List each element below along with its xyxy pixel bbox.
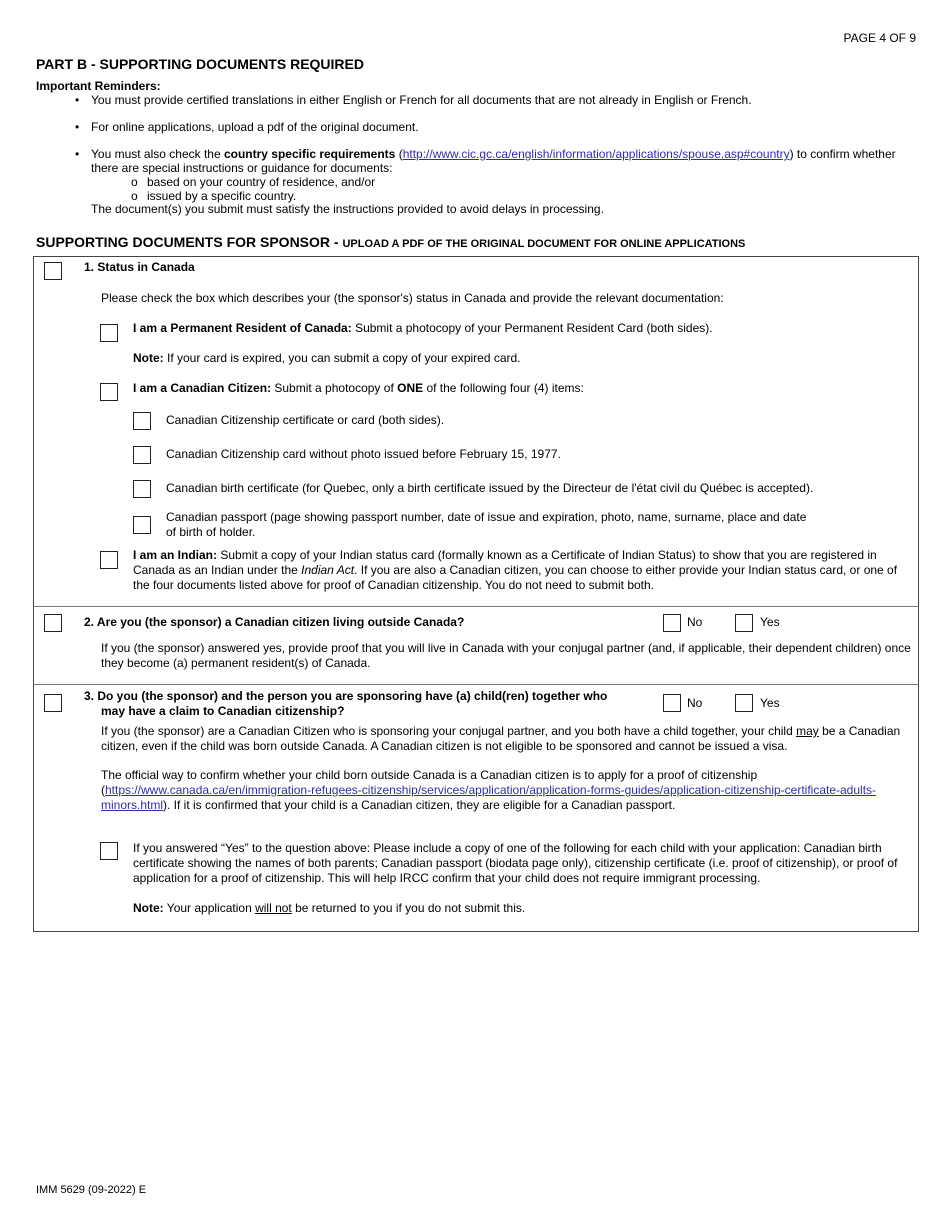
q3-paragraph-1: If you (the sponsor) are a Canadian Citizen who is sponsoring your conjugal partner, and you both have a child together, your child may be a Canadian citizen, even if the child was born outside Canada. A Canadian citizen is not eligible to be sponsored and cannot be issued a visa. — [101, 724, 901, 753]
citizenship-proof-link[interactable]: https://www.canada.ca/en/immigration-refugees-citizenship/services/application/application-forms-guides/application-citizenship-certificate-adults-minors.html — [101, 783, 877, 812]
form-footer: IMM 5629 (09-2022) E — [36, 1184, 147, 1196]
section-title: SUPPORTING DOCUMENTS FOR SPONSOR - UPLOAD A PDF OF THE ORIGINAL DOCUMENT FOR ONLINE APPLICATIONS — [36, 234, 746, 250]
q3-paragraph-2: The official way to confirm whether your child born outside Canada is a Canadian citizen is to apply for a proof of citizenship (https://www.canada.ca/en/immigration-refugees-citizenship/services/application/application-forms-guides/application-citizenship-certificate-adults-minors.html). If it is confirmed that your child is a Canadian citizen, they are eligible for a Canadian passport. — [101, 768, 877, 812]
birth-certificate-checkbox[interactable] — [133, 480, 151, 498]
q1-checkbox[interactable] — [44, 262, 62, 280]
q2-checkbox[interactable] — [44, 614, 62, 632]
q3-yes-label: Yes — [760, 696, 780, 710]
q3-yes-checkbox[interactable] — [735, 694, 753, 712]
pr-note: Note: If your card is expired, you can submit a copy of your expired card. — [133, 351, 521, 365]
citizen-checkbox[interactable] — [100, 383, 118, 401]
q3-children-checkbox[interactable] — [100, 842, 118, 860]
reminder-item: • For online applications, upload a pdf of the original document. — [74, 120, 924, 134]
pr-text: I am a Permanent Resident of Canada: Submit a photocopy of your Permanent Resident Card (both sides). — [133, 321, 713, 335]
q3-no-label: No — [687, 696, 703, 710]
divider — [33, 684, 919, 685]
citizenship-certificate-checkbox[interactable] — [133, 412, 151, 430]
page-number: PAGE 4 OF 9 — [843, 31, 916, 45]
reminder-sublist — [91, 175, 924, 203]
option-passport: Canadian passport (page showing passport number, date of issue and expiration, photo, name, surname, place and date of birth of holder. — [166, 510, 807, 539]
reminder-subitem: o based on your country of residence, and/or — [131, 175, 924, 189]
indian-checkbox[interactable] — [100, 551, 118, 569]
reminder-note: The document(s) you submit must satisfy the instructions provided to avoid delays in processing. — [91, 202, 604, 216]
q2-title: 2. Are you (the sponsor) a Canadian citizen living outside Canada? — [84, 615, 465, 629]
passport-checkbox[interactable] — [133, 516, 151, 534]
citizen-text: I am a Canadian Citizen: Submit a photocopy of ONE of the following four (4) items: — [133, 381, 584, 395]
reminder-item: • You must provide certified translations in either English or French for all documents that are not already in English or French. — [74, 93, 924, 107]
part-title: PART B - SUPPORTING DOCUMENTS REQUIRED — [36, 56, 364, 72]
q2-no-checkbox[interactable] — [663, 614, 681, 632]
q1-instruction: Please check the box which describes your (the sponsor's) status in Canada and provide the relevant documentation: — [101, 291, 724, 305]
q3-title: 3. Do you (the sponsor) and the person you are sponsoring have (a) child(ren) together who may have a claim to Canadian citizenship? — [84, 689, 608, 718]
reminder-subitem: o issued by a specific country. — [131, 189, 924, 203]
indian-text: I am an Indian: Submit a copy of your Indian status card (formally known as a Certificate of Indian Status) to show that you are registered in Canada as an Indian under the Indian Act. If you are also a Canadian citizen, you can choose to either provide your Indian status card, or one of the four documents listed above for proof of Canadian citizenship. You do not need to submit both. — [133, 548, 898, 592]
option-birth-certificate: Canadian birth certificate (for Quebec, only a birth certificate issued by the Directeur de l'état civil du Québec is accepted). — [166, 481, 814, 495]
citizenship-card-checkbox[interactable] — [133, 446, 151, 464]
reminders-list — [74, 93, 924, 203]
q3-children-text: If you answered “Yes” to the question above: Please include a copy of one of the following for each child with your application: Canadian birth certificate showing the names of both parents; Canadian passport (biodata page only), citizenship certificate (i.e. proof of citizenship), or proof of application for a proof of citizenship. This will help IRCC confirm that your child does not require immigrant processing. — [133, 841, 898, 885]
q2-yes-checkbox[interactable] — [735, 614, 753, 632]
country-requirements-link[interactable]: http://www.cic.gc.ca/english/information/applications/spouse.asp#country — [402, 147, 790, 161]
q2-yes-label: Yes — [760, 615, 780, 629]
q3-note: Note: Your application will not be returned to you if you do not submit this. — [133, 901, 526, 915]
q2-no-label: No — [687, 615, 703, 629]
reminders-title: Important Reminders: — [36, 79, 161, 93]
option-citizenship-certificate: Canadian Citizenship certificate or card (both sides). — [166, 413, 445, 427]
divider — [33, 606, 919, 607]
q3-checkbox[interactable] — [44, 694, 62, 712]
pr-checkbox[interactable] — [100, 324, 118, 342]
q1-title: 1. Status in Canada — [84, 260, 195, 274]
q2-text: If you (the sponsor) answered yes, provide proof that you will live in Canada with your conjugal partner (and, if applicable, their dependent children) once they become (a) permanent resident(s) of Canada. — [101, 641, 911, 670]
option-citizenship-card: Canadian Citizenship card without photo issued before February 15, 1977. — [166, 447, 561, 461]
q3-no-checkbox[interactable] — [663, 694, 681, 712]
reminder-item: • You must also check the country specific requirements (http://www.cic.gc.ca/english/information/applications/spouse.asp#country) to confirm whether there are special instructions or guidance for documents: o based on your country of residence, and/or o issued by a specific country. — [74, 147, 924, 203]
